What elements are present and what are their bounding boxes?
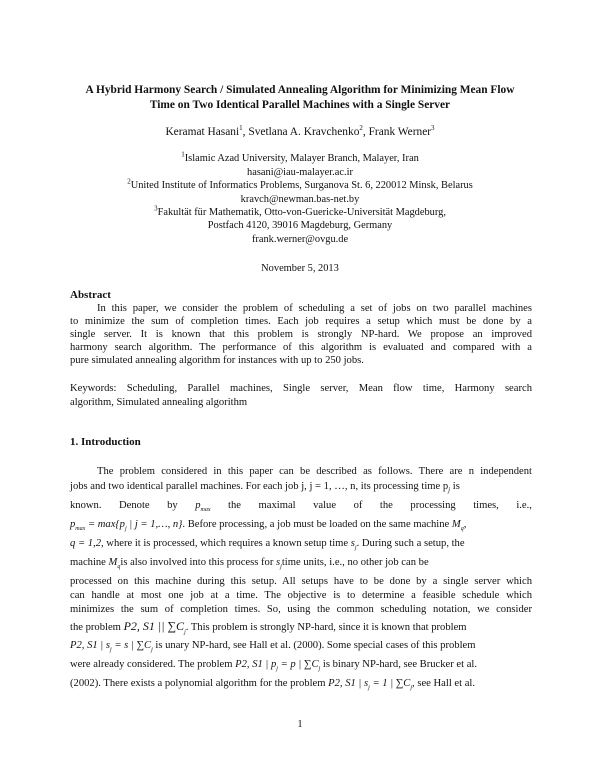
pn4b: = 1 | ∑C bbox=[369, 678, 411, 689]
s2-sym: s bbox=[276, 557, 281, 568]
s-sub: j bbox=[354, 545, 357, 552]
intro-line-2 bbox=[70, 479, 532, 498]
intro-line-8: can handle at most one job at a time. The objective is to determine a feasible schedule which bbox=[70, 590, 532, 601]
paper-date: November 5, 2013 bbox=[261, 263, 339, 274]
s-sym: s bbox=[350, 538, 355, 549]
pn3: P2, S1 | p bbox=[235, 659, 277, 670]
problem-notation-2 bbox=[70, 640, 153, 654]
l6-a: machine bbox=[70, 557, 106, 568]
problem-notation-3 bbox=[235, 659, 321, 673]
pn4-sub: j bbox=[368, 685, 370, 692]
pmax-symbol bbox=[195, 498, 210, 518]
w7: value bbox=[313, 500, 337, 511]
section-heading: 1. Introduction bbox=[70, 436, 141, 448]
w3: by bbox=[167, 500, 178, 511]
intro-line-5-text: , where it is processed, which requires a known setup time bbox=[101, 538, 349, 549]
l12-a: were already considered. The problem bbox=[70, 659, 233, 670]
pn1: P2, S1 || ∑C bbox=[123, 619, 185, 633]
intro-line-9: minimizes the sum of completion times. So, using the common scheduling notation, we consider bbox=[70, 604, 532, 615]
w6: maximal bbox=[258, 500, 296, 511]
pn4b-sub: j bbox=[410, 685, 413, 692]
pn2b-sub: j bbox=[151, 647, 153, 654]
page-number: 1 bbox=[297, 719, 303, 730]
intro-line-7: processed on this machine during this setup. All setups have to be done by a single server which bbox=[70, 576, 532, 587]
author-2: Svetlana A. Kravchenko bbox=[248, 126, 360, 138]
f-rest: = max{p bbox=[85, 519, 125, 530]
q-formula: q = 1,2 bbox=[70, 538, 101, 549]
l10-b: . This problem is strongly NP-hard, since it is known that problem bbox=[185, 622, 467, 633]
affiliation-3-address: Postfach 4120, 39016 Magdeburg, Germany bbox=[207, 220, 393, 231]
paper-title-line-2: Time on Two Identical Parallel Machines with a Single Server bbox=[149, 99, 451, 111]
l13-b: , see Hall et al. bbox=[412, 678, 475, 689]
affiliation-2-sup: 2 bbox=[127, 177, 131, 186]
abstract-line-5: pure simulated annealing algorithm for instances with up to 250 jobs. bbox=[70, 355, 364, 366]
affiliation-1-email: hasani@iau-malayer.ac.ir bbox=[247, 167, 353, 178]
pmax-formula bbox=[70, 519, 183, 533]
affiliation-1-text: Islamic Azad University, Malayer Branch, Malayer, Iran bbox=[184, 153, 419, 164]
intro-line-2-text: jobs and two identical parallel machines. For each job j, j = 1, …, n, its processing time p bbox=[70, 481, 449, 492]
abstract-line-1: In this paper, we consider the problem of scheduling a set of jobs on two parallel machines bbox=[97, 303, 532, 314]
w10: processing bbox=[410, 500, 456, 511]
w1: known. bbox=[70, 500, 102, 511]
abstract-line-3: single server. It is known that this problem is strongly NP-hard. We propose an improved bbox=[70, 329, 532, 340]
author-3-sup: 3 bbox=[431, 124, 435, 133]
m2-sym: M bbox=[108, 557, 118, 568]
w2: Denote bbox=[119, 500, 150, 511]
w8: of bbox=[353, 500, 363, 511]
m2-sub: q bbox=[117, 564, 121, 571]
pn2-sub: j bbox=[110, 647, 112, 654]
affiliation-3-email: frank.werner@ovgu.de bbox=[251, 234, 349, 245]
pn4: P2, S1 | s bbox=[328, 678, 369, 689]
affiliation-1-sup: 1 bbox=[181, 150, 185, 159]
m-sym: M bbox=[451, 519, 461, 530]
author-3: Frank Werner bbox=[368, 126, 432, 138]
intro-line-4-text: . Before processing, a job must be loaded on the same machine bbox=[182, 519, 450, 530]
abstract-heading: Abstract bbox=[70, 289, 111, 301]
intro-line-6 bbox=[70, 555, 532, 575]
intro-line-4 bbox=[70, 517, 532, 537]
w9: the bbox=[379, 500, 393, 511]
author-2-sup: 2 bbox=[359, 124, 363, 133]
affiliation-3-text: Fakultät für Mathematik, Otto-von-Guericke-Universität Magdeburg, bbox=[157, 207, 446, 218]
f-tail: | j = 1,…, n} bbox=[126, 519, 183, 530]
l11-b: is unary NP-hard, see Hall et al. (2000). Some special cases of this problem bbox=[155, 640, 476, 651]
author-1: Keramat Hasani bbox=[165, 126, 240, 138]
pn3b: = p | ∑C bbox=[277, 659, 319, 670]
author-line: Keramat Hasani$^1$, Svetlana A. Kravchenko$^2$, Frank Werner$^3$ bbox=[165, 124, 435, 138]
l6-c: time units, i.e., no other job can be bbox=[281, 557, 429, 568]
affiliation-2-text: United Institute of Informatics Problems, Surganova St. 6, 220012 Minsk, Belarus bbox=[130, 180, 473, 191]
paper-title-line-1: A Hybrid Harmony Search / Simulated Annealing Algorithm for Minimizing Mean Flow bbox=[85, 84, 515, 96]
affiliation-3-sup: 3 bbox=[154, 204, 158, 213]
l10-a: the problem bbox=[70, 622, 121, 633]
intro-line-2-end: is bbox=[452, 481, 460, 492]
affiliation-3 bbox=[0, 206, 600, 219]
affiliation-2-email: kravch@newman.bas-net.by bbox=[240, 194, 360, 205]
problem-notation-1 bbox=[123, 619, 186, 636]
w11: times, bbox=[473, 500, 499, 511]
f-rest-sub: j bbox=[124, 526, 127, 533]
intro-line-12 bbox=[70, 657, 532, 677]
pn2: P2, S1 | s bbox=[70, 640, 110, 651]
abstract-line-4: harmony search algorithm. The performance of this algorithm is evaluated and compared with a bbox=[70, 342, 532, 353]
affiliation-2 bbox=[0, 179, 600, 192]
f-sub: max bbox=[75, 526, 86, 533]
keywords-line-1: Keywords: Scheduling, Parallel machines, Single server, Mean flow time, Harmony search bbox=[70, 383, 532, 394]
pmax-p: p bbox=[195, 500, 201, 511]
l13-a: (2002). There exists a polynomial algorithm for the problem bbox=[70, 678, 326, 689]
pn2b: = s | ∑C bbox=[111, 640, 152, 651]
intro-line-5 bbox=[70, 536, 532, 556]
intro-line-1: The problem considered in this paper can be described as follows. There are n independent bbox=[97, 466, 532, 477]
w5: the bbox=[228, 500, 241, 511]
keywords-line-2: algorithm, Simulated annealing algorithm bbox=[70, 397, 248, 408]
machine-symbol-2 bbox=[108, 557, 121, 571]
author-1-sup: 1 bbox=[239, 124, 243, 133]
pn3-sub: j bbox=[276, 666, 278, 673]
w12: i.e., bbox=[516, 500, 532, 511]
intro-line-3 bbox=[70, 498, 532, 518]
f-p: p bbox=[70, 519, 76, 530]
pn3b-sub: j bbox=[318, 666, 321, 673]
l12-b: is binary NP-hard, see Brucker et al. bbox=[322, 659, 478, 670]
intro-line-4-end: , bbox=[463, 519, 467, 530]
intro-line-11 bbox=[70, 638, 532, 658]
pmax-sub: max bbox=[200, 507, 211, 514]
l6-b: is also involved into this process for bbox=[120, 557, 274, 568]
m-sub: q bbox=[460, 526, 464, 533]
machine-symbol bbox=[451, 519, 464, 533]
intro-line-2-sub: j bbox=[448, 486, 451, 495]
pn1-sub: j bbox=[184, 629, 186, 636]
problem-notation-4 bbox=[328, 678, 413, 692]
intro-line-13 bbox=[70, 676, 532, 696]
s2-sub: j bbox=[280, 564, 282, 571]
abstract-line-2: to minimize the sum of completion times. Each job requires a setup which must be done by a bbox=[70, 316, 532, 327]
intro-line-5-end: . During such a setup, the bbox=[356, 538, 465, 549]
affiliation-1 bbox=[0, 152, 600, 165]
